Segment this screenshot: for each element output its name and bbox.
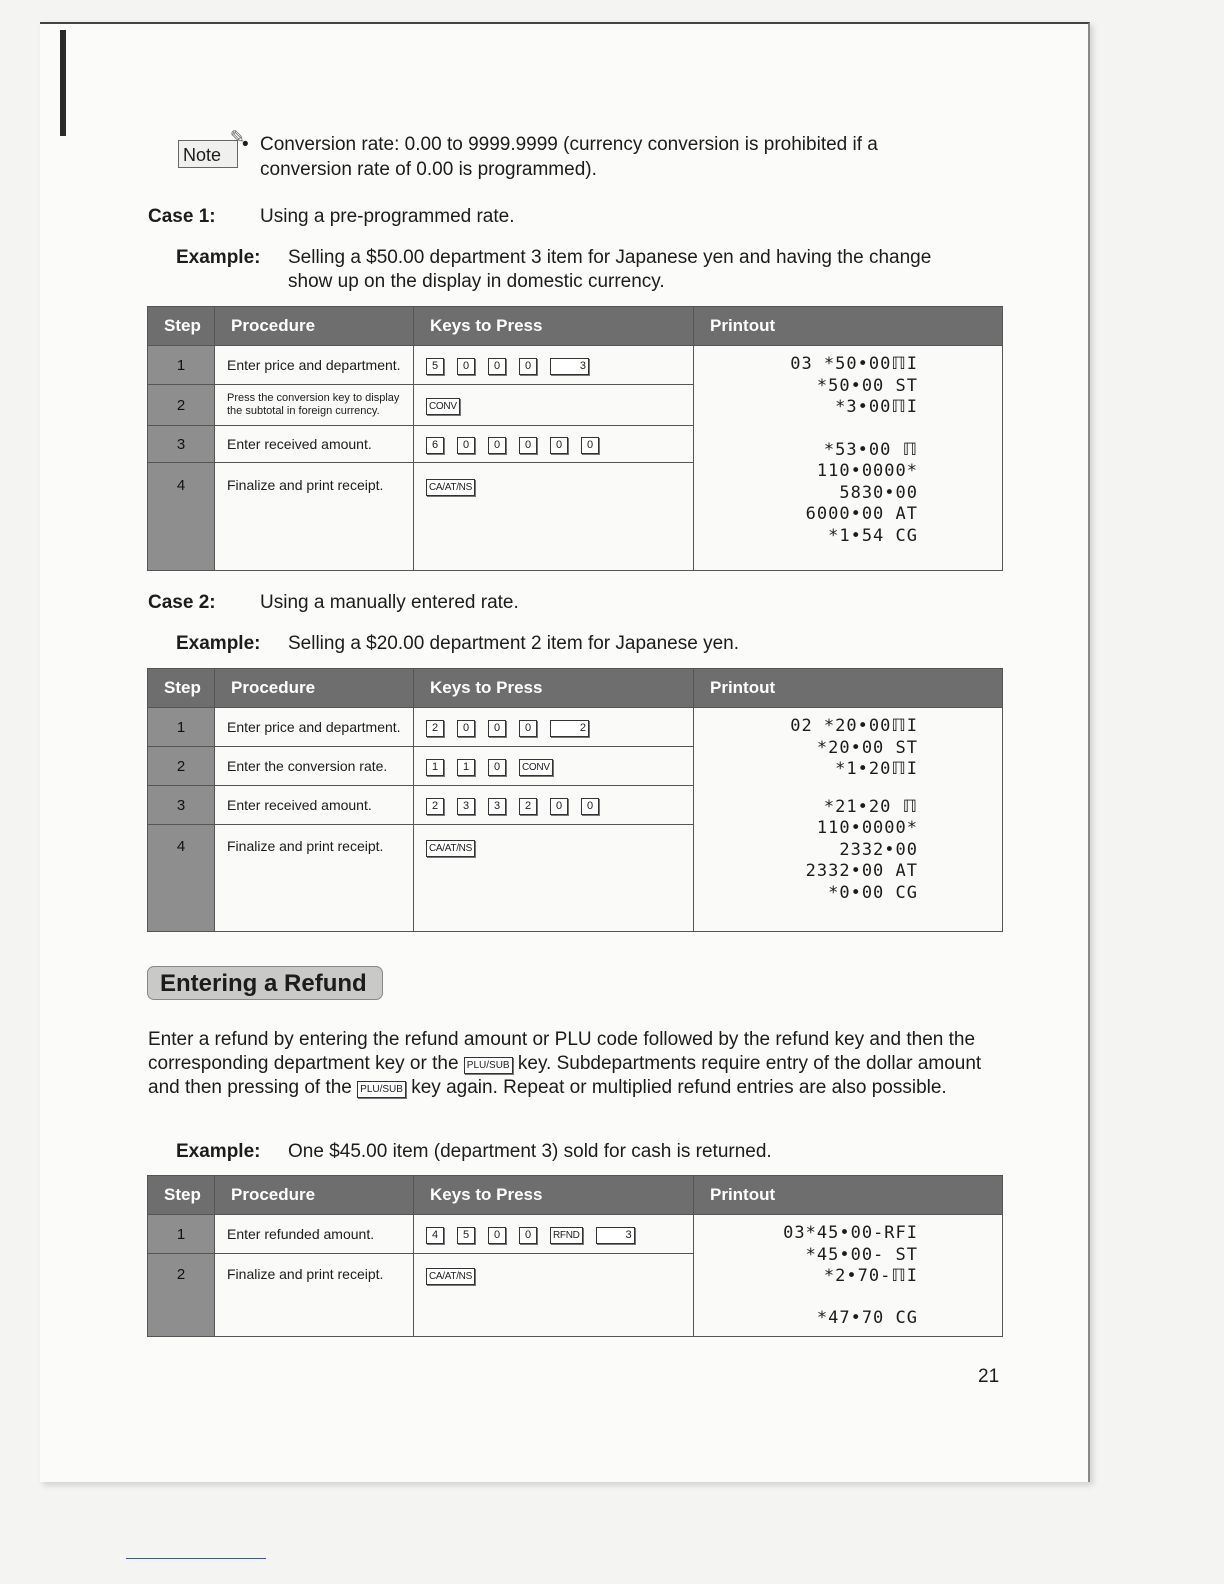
printout-line: 03*45•00-RFI xyxy=(783,1223,918,1243)
key-1: 1 xyxy=(426,759,444,776)
case2-title: Using a manually entered rate. xyxy=(260,592,519,613)
key-0: 0 xyxy=(488,358,506,375)
binding-edge xyxy=(60,30,66,136)
step-number: 3 xyxy=(148,426,215,463)
printout-line: 110•0000* xyxy=(816,461,918,481)
header-keys: Keys to Press xyxy=(414,1176,694,1215)
key-ca-at-ns: CA/AT/NS xyxy=(426,479,475,496)
key-conv: CONV xyxy=(519,759,553,776)
printout-line: *21•20 ℿ xyxy=(823,796,918,817)
key-0: 0 xyxy=(488,1227,506,1244)
procedure-text: Finalize and print receipt. xyxy=(215,463,414,571)
printout-line: *1•20ℿI xyxy=(835,759,918,779)
printout-line: 5830•00 xyxy=(839,482,918,503)
key-0: 0 xyxy=(457,720,475,737)
key-dept-3: 3 xyxy=(550,358,589,375)
pencil-icon: ✎ xyxy=(229,127,245,147)
key-0: 0 xyxy=(581,437,599,454)
printout-line: 02 *20•00ℿI xyxy=(790,716,918,736)
key-3: 3 xyxy=(488,798,506,815)
refund-text-1: Enter a refund by entering the refund amount or PLU code followed by the refund key and then the corresponding department key or the xyxy=(148,1029,976,1074)
procedure-text: Finalize and print receipt. xyxy=(215,825,414,932)
case1-example-text: Selling a $50.00 department 3 item for Japanese yen and having the change show up on the display in domestic currency. xyxy=(288,247,932,292)
key-0: 0 xyxy=(488,720,506,737)
key-plu-sub: PLU/SUB xyxy=(357,1081,406,1098)
printout-1 xyxy=(694,346,1003,571)
step-number: 1 xyxy=(148,708,215,747)
key-0: 0 xyxy=(519,437,537,454)
key-6: 6 xyxy=(426,437,444,454)
case2-example-label: Example: xyxy=(176,633,261,654)
decorative-underline xyxy=(126,1558,266,1559)
printout-line: *20•00 ST xyxy=(816,737,918,758)
printout-gap xyxy=(694,419,918,440)
step-number: 3 xyxy=(148,786,215,825)
key-5: 5 xyxy=(426,358,444,375)
procedure-text: Enter the conversion rate. xyxy=(215,747,414,786)
header-step: Step xyxy=(148,307,215,346)
refund-text-2: key. Subdepartments require entry of the dollar amount and then pressing of the xyxy=(148,1053,982,1098)
key-2: 2 xyxy=(426,798,444,815)
keys-cell xyxy=(414,346,694,385)
printout-line: 110•0000* xyxy=(816,818,918,838)
procedure-text: Enter received amount. xyxy=(215,786,414,825)
note-badge-label: Note xyxy=(183,145,222,165)
page-number: 21 xyxy=(978,1366,1000,1387)
printout-3 xyxy=(694,1215,1003,1337)
procedure-text: Enter refunded amount. xyxy=(215,1215,414,1254)
header-keys: Keys to Press xyxy=(414,669,694,708)
key-plu-sub: PLU/SUB xyxy=(464,1057,513,1074)
key-5: 5 xyxy=(457,1227,475,1244)
keys-cell xyxy=(414,825,694,932)
printout-line: 6000•00 AT xyxy=(805,504,918,524)
case2-label: Case 2: xyxy=(148,592,216,613)
keys-cell xyxy=(414,747,694,786)
refund-example-label: Example: xyxy=(176,1141,261,1162)
key-dept-3: 3 xyxy=(596,1227,635,1244)
procedure-text: Enter price and department. xyxy=(215,346,414,385)
key-0: 0 xyxy=(550,798,568,815)
key-dept-2: 2 xyxy=(550,720,589,737)
header-printout: Printout xyxy=(694,1176,1003,1215)
procedure-table-1 xyxy=(147,306,1003,571)
keys-cell xyxy=(414,385,694,426)
header-printout: Printout xyxy=(694,307,1003,346)
key-0: 0 xyxy=(457,437,475,454)
key-ca-at-ns: CA/AT/NS xyxy=(426,840,475,857)
key-0: 0 xyxy=(457,358,475,375)
key-4: 4 xyxy=(426,1227,444,1244)
case1-example-label: Example: xyxy=(176,247,261,268)
printout-line: *45•00- ST xyxy=(805,1244,918,1265)
printout-line: *53•00 ℿ xyxy=(823,439,918,460)
procedure-text: Enter price and department. xyxy=(215,708,414,747)
step-number: 4 xyxy=(148,825,215,932)
header-printout: Printout xyxy=(694,669,1003,708)
keys-cell xyxy=(414,786,694,825)
keys-cell xyxy=(414,708,694,747)
step-number: 1 xyxy=(148,1215,215,1254)
header-step: Step xyxy=(148,669,215,708)
key-1: 1 xyxy=(457,759,475,776)
key-2: 2 xyxy=(426,720,444,737)
note-text xyxy=(242,132,960,182)
step-number: 1 xyxy=(148,346,215,385)
refund-paragraph xyxy=(148,1028,988,1100)
keys-cell xyxy=(414,1254,694,1337)
note-badge xyxy=(178,127,245,168)
key-0: 0 xyxy=(488,759,506,776)
procedure-text: Finalize and print receipt. xyxy=(215,1254,414,1337)
header-step: Step xyxy=(148,1176,215,1215)
step-number: 2 xyxy=(148,385,215,426)
key-0: 0 xyxy=(519,720,537,737)
note-body: Conversion rate: 0.00 to 9999.9999 (currency conversion is prohibited if a conversion rate of 0.00 is programmed). xyxy=(260,134,878,180)
key-0: 0 xyxy=(488,437,506,454)
refund-text-3: key again. Repeat or multiplied refund entries are also possible. xyxy=(411,1077,947,1098)
printout-line: *2•70-ℿI xyxy=(823,1266,918,1286)
printout-line: *0•00 CG xyxy=(828,882,918,903)
procedure-table-3 xyxy=(147,1175,1003,1337)
procedure-text: Press the conversion key to display the subtotal in foreign currency. xyxy=(215,385,414,426)
key-0: 0 xyxy=(519,1227,537,1244)
printout-line: 2332•00 AT xyxy=(805,861,918,881)
printout-gap xyxy=(694,781,918,797)
procedure-table-2 xyxy=(147,668,1003,932)
keys-cell xyxy=(414,1215,694,1254)
key-0: 0 xyxy=(550,437,568,454)
header-procedure: Procedure xyxy=(215,307,414,346)
printout-line: *50•00 ST xyxy=(816,375,918,396)
key-conv: CONV xyxy=(426,398,460,415)
case2-example-text: Selling a $20.00 department 2 item for Japanese yen. xyxy=(288,633,740,654)
key-0: 0 xyxy=(581,798,599,815)
header-procedure: Procedure xyxy=(215,669,414,708)
step-number: 2 xyxy=(148,747,215,786)
key-rfnd: RFND xyxy=(550,1227,583,1244)
case1-title: Using a pre-programmed rate. xyxy=(260,206,515,227)
procedure-text: Enter received amount. xyxy=(215,426,414,463)
keys-cell xyxy=(414,463,694,571)
printout-line: *47•70 CG xyxy=(816,1307,918,1328)
refund-example-text: One $45.00 item (department 3) sold for cash is returned. xyxy=(288,1141,772,1162)
header-keys: Keys to Press xyxy=(414,307,694,346)
step-number: 2 xyxy=(148,1254,215,1337)
step-number: 4 xyxy=(148,463,215,571)
key-0: 0 xyxy=(519,358,537,375)
header-procedure: Procedure xyxy=(215,1176,414,1215)
key-ca-at-ns: CA/AT/NS xyxy=(426,1268,475,1285)
note-bullet: • xyxy=(242,134,249,155)
printout-2 xyxy=(694,708,1003,932)
key-3: 3 xyxy=(457,798,475,815)
printout-line: *1•54 CG xyxy=(828,525,918,546)
case1-label: Case 1: xyxy=(148,206,216,227)
key-2: 2 xyxy=(519,798,537,815)
printout-line: 2332•00 xyxy=(839,839,918,860)
printout-gap xyxy=(694,1288,918,1308)
printout-line: *3•00ℿI xyxy=(835,397,918,417)
section-heading-refund: Entering a Refund xyxy=(147,966,383,1000)
keys-cell xyxy=(414,426,694,463)
printout-line: 03 *50•00ℿI xyxy=(790,354,918,374)
